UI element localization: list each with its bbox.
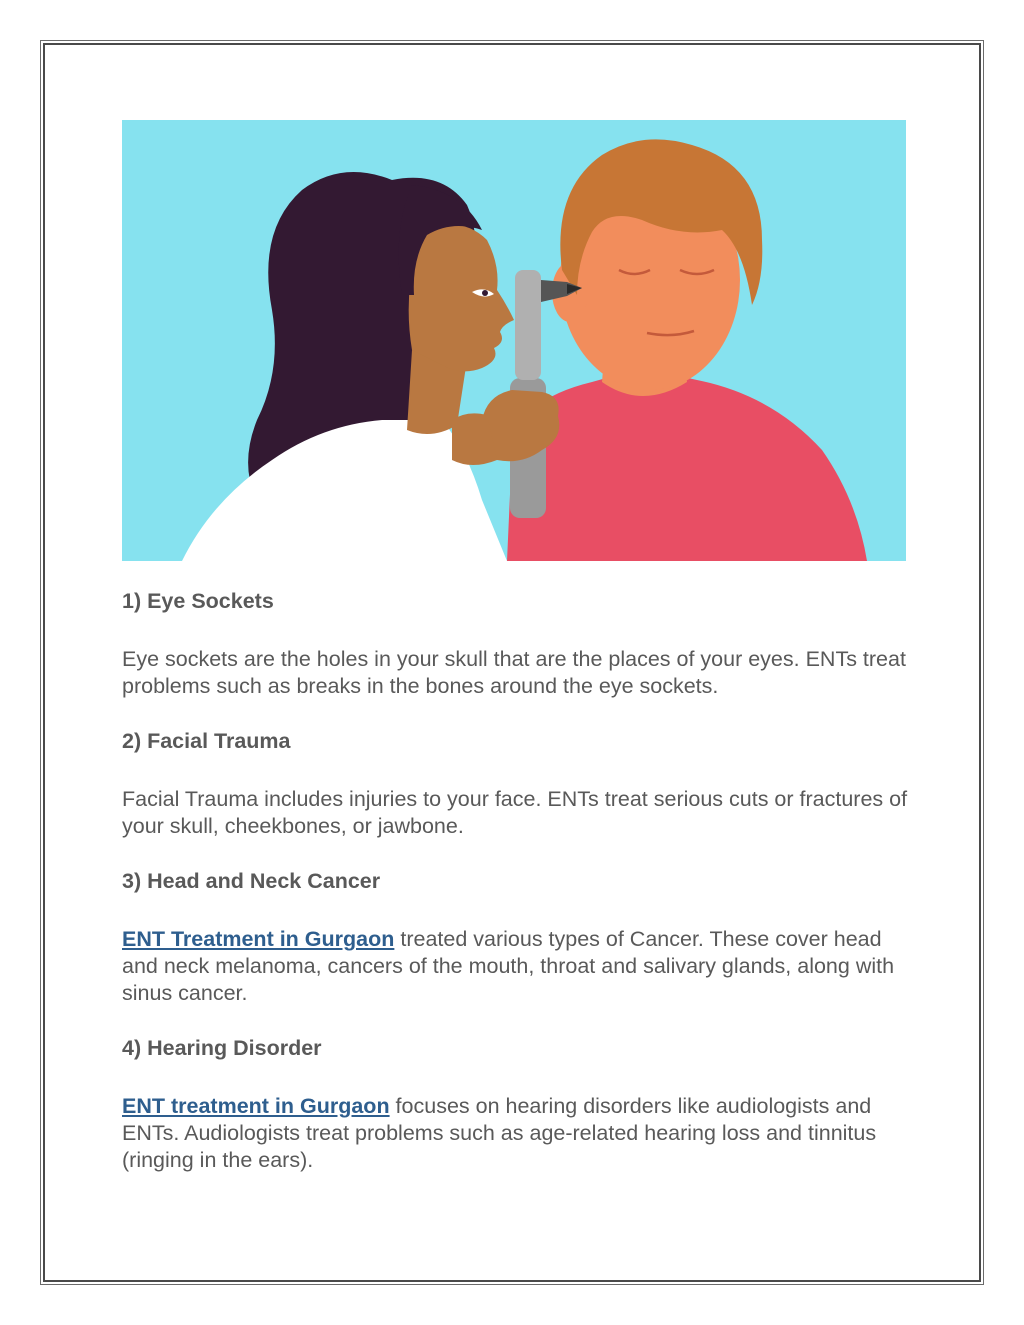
section-body-hearing-disorder-text: focuses on hearing disorders like audiologists and ENTs. Audiologists treat problems such as age-related hearing loss and tinnitus (ringing in the ears).: [122, 1094, 877, 1172]
article-content: [122, 584, 912, 1174]
section-body-facial-trauma: Facial Trauma includes injuries to your face. ENTs treat serious cuts or fractures of your skull, cheekbones, or jawbone.: [122, 787, 908, 838]
doctor-pupil: [482, 290, 488, 296]
ent-treatment-link-2[interactable]: ENT treatment in Gurgaon: [122, 1094, 390, 1118]
section-heading-facial-trauma: 2) Facial Trauma: [122, 729, 291, 753]
section-body-hearing-disorder: [122, 1093, 912, 1174]
otoscope-neck: [515, 270, 541, 380]
section-heading-head-neck-cancer: 3) Head and Neck Cancer: [122, 869, 381, 893]
section-heading-hearing-disorder: 4) Hearing Disorder: [122, 1036, 322, 1060]
doctor-examining-ear-illustration: [122, 120, 906, 561]
section-body-head-neck-cancer-text: treated various types of Cancer. These cover head and neck melanoma, cancers of the mouth, throat and salivary glands, along with sinus cancer.: [122, 927, 895, 1005]
ent-treatment-link-1[interactable]: ENT Treatment in Gurgaon: [122, 927, 395, 951]
section-body-eye-sockets: Eye sockets are the holes in your skull that are the places of your eyes. ENTs treat problems such as breaks in the bones around the eye sockets.: [122, 647, 906, 698]
section-heading-eye-sockets: 1) Eye Sockets: [122, 589, 274, 613]
section-body-head-neck-cancer: [122, 926, 912, 1007]
